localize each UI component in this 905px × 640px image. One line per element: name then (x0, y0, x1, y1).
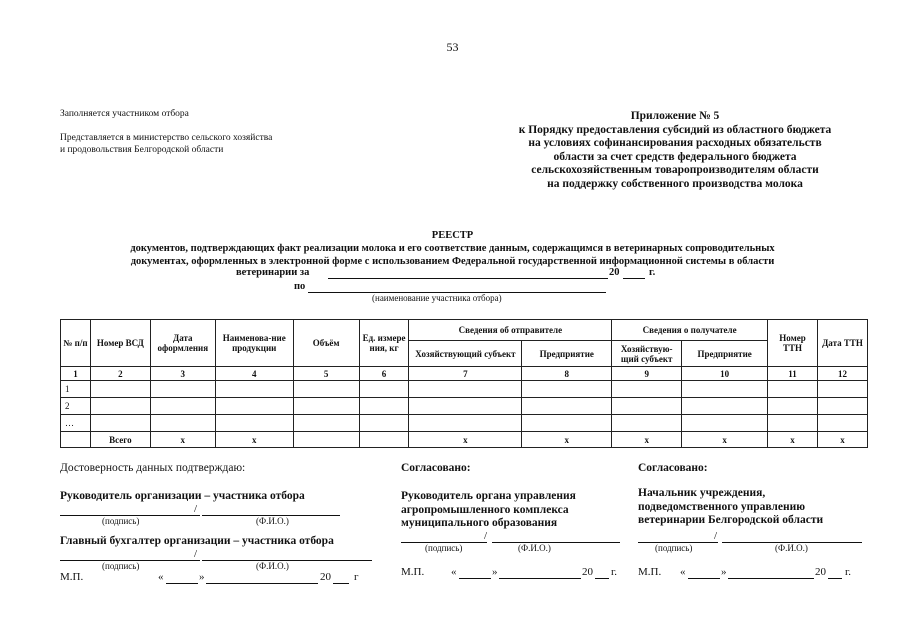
filled-by-note: Заполняется участником отбора (60, 109, 189, 119)
column-number: 8 (522, 367, 612, 381)
table-row (61, 381, 868, 398)
appendix-line-2: к Порядку предоставления субсидий из областного бюджета (518, 123, 832, 136)
appendix-line-4: области за счет средств федерального бюджета (553, 150, 797, 163)
registry-line-1: документов, подтверждающих факт реализации молока и его соответствие данным, содержащимся в ветеринарных сопроводительных (130, 243, 775, 254)
column-number: 9 (612, 367, 682, 381)
stamp-label: М.П. (60, 571, 84, 583)
vet-signature-field[interactable] (638, 530, 718, 543)
agreed-title-agro: Согласовано: (401, 462, 471, 474)
confirm-title: Достоверность данных подтверждаю: (60, 462, 246, 474)
registry-year-prefix: 20 (609, 267, 620, 278)
table-cell[interactable] (817, 398, 867, 415)
total-cell: х (768, 432, 818, 448)
agro-position-line-2: агропромышленного комплекса (401, 503, 569, 516)
col-header-sender: Сведения об отправителе (409, 320, 612, 341)
month-field[interactable] (206, 571, 318, 584)
agro-signature-field[interactable] (401, 530, 487, 543)
table-cell[interactable] (359, 415, 409, 432)
table-cell[interactable] (215, 415, 293, 432)
table-cell[interactable] (768, 415, 818, 432)
agro-position (401, 490, 576, 531)
row-label: … (61, 415, 91, 432)
table-cell[interactable] (150, 398, 215, 415)
table-cell[interactable] (293, 415, 359, 432)
total-cell (61, 432, 91, 448)
participant-name-caption: (наименование участника отбора) (372, 293, 502, 303)
column-number: 2 (90, 367, 150, 381)
column-number: 5 (293, 367, 359, 381)
signature-caption: (подпись) (425, 543, 463, 553)
row-label: 2 (61, 398, 91, 415)
date-close-quote: » (492, 566, 498, 578)
table-cell[interactable] (409, 381, 522, 398)
month-field[interactable] (499, 566, 581, 579)
total-cell: х (215, 432, 293, 448)
col-header-sender-entity: Хозяйствующий субъект (409, 341, 522, 367)
col-header-volume: Объём (293, 320, 359, 367)
registry-by-label: по (294, 281, 306, 292)
column-number: 7 (409, 367, 522, 381)
participant-name-field[interactable] (308, 280, 606, 293)
agreed-title-vet: Согласовано: (638, 462, 708, 474)
table-cell[interactable] (522, 398, 612, 415)
table-cell[interactable] (522, 381, 612, 398)
row-label: 1 (61, 381, 91, 398)
vet-fio-field[interactable] (722, 530, 862, 543)
registry-period-label: ветеринарии за (236, 267, 310, 278)
signature-caption: (подпись) (102, 561, 140, 571)
signature-caption: (подпись) (655, 543, 693, 553)
col-header-unit: Ед. измере ния, кг (359, 320, 409, 367)
submitted-to-line-2: и продовольствия Белгородской области (60, 145, 224, 155)
year-prefix: 20 (320, 571, 331, 583)
stamp-label: М.П. (401, 566, 425, 578)
table-cell[interactable] (682, 415, 768, 432)
col-header-product: Наименова-ние продукции (215, 320, 293, 367)
table-cell[interactable] (293, 398, 359, 415)
table-cell[interactable] (612, 398, 682, 415)
table-cell[interactable] (150, 415, 215, 432)
table-cell[interactable] (612, 415, 682, 432)
column-number: 12 (817, 367, 867, 381)
registry-table (60, 319, 868, 448)
date-open-quote: « (451, 566, 457, 578)
date-close-quote: » (721, 566, 727, 578)
day-field[interactable] (166, 571, 198, 584)
table-cell[interactable] (682, 381, 768, 398)
table-cell[interactable] (90, 398, 150, 415)
table-cell[interactable] (90, 415, 150, 432)
table-row (61, 415, 868, 432)
accountant-fio-field[interactable] (202, 548, 372, 561)
total-cell (293, 432, 359, 448)
table-cell[interactable] (90, 381, 150, 398)
table-cell[interactable] (359, 381, 409, 398)
table-cell[interactable] (409, 398, 522, 415)
total-row (61, 432, 868, 448)
year-suffix: г. (845, 566, 852, 578)
head-signature-field[interactable] (60, 503, 200, 516)
year-field[interactable] (828, 566, 842, 579)
appendix-line-6: на поддержку собственного производства молока (547, 177, 803, 190)
accountant-signature-field[interactable] (60, 548, 200, 561)
date-close-quote: » (199, 571, 205, 583)
year-field[interactable] (595, 566, 609, 579)
total-cell: х (150, 432, 215, 448)
table-cell[interactable] (293, 381, 359, 398)
table-cell[interactable] (215, 398, 293, 415)
agro-position-line-1: Руководитель органа управления (401, 490, 576, 502)
total-cell: х (522, 432, 612, 448)
total-cell (359, 432, 409, 448)
slash: / (714, 530, 718, 542)
appendix-block (470, 110, 880, 191)
stamp-label: М.П. (638, 566, 662, 578)
table-cell[interactable] (150, 381, 215, 398)
col-header-ttn-number: Номер ТТН (768, 320, 818, 367)
column-number: 6 (359, 367, 409, 381)
slash: / (194, 548, 198, 560)
table-cell[interactable] (522, 415, 612, 432)
registry-year-suffix: г. (649, 267, 656, 278)
agro-fio-field[interactable] (492, 530, 620, 543)
col-header-receiver-entity: Хозяйствую-щий субъект (612, 341, 682, 367)
col-header-receiver: Сведения о получателе (612, 320, 768, 341)
total-cell: х (409, 432, 522, 448)
column-number-row (61, 367, 868, 381)
registry-period-field[interactable] (328, 266, 608, 279)
year-suffix: г. (611, 566, 618, 578)
vet-position (638, 487, 823, 528)
vet-position-line-2: подведомственного управлению (638, 500, 806, 513)
day-field[interactable] (459, 566, 491, 579)
table-cell[interactable] (768, 398, 818, 415)
table-cell[interactable] (682, 398, 768, 415)
registry-year-field[interactable] (623, 266, 645, 279)
col-header-receiver-enterprise: Предприятие (682, 341, 768, 367)
total-cell: х (682, 432, 768, 448)
total-cell: х (612, 432, 682, 448)
table-header-row-1 (61, 320, 868, 341)
page-number: 53 (446, 40, 459, 54)
total-label: Всего (90, 432, 150, 448)
accountant-title: Главный бухгалтер организации – участника отбора (60, 535, 334, 547)
year-field[interactable] (333, 571, 349, 584)
column-number: 1 (61, 367, 91, 381)
year-prefix: 20 (582, 566, 593, 578)
table-row (61, 398, 868, 415)
column-number: 4 (215, 367, 293, 381)
registry-heading: РЕЕСТР (431, 230, 474, 241)
signature-caption: (подпись) (102, 516, 140, 526)
registry-line-2: документах, оформленных в электронной форме с использованием Федеральной государственной информационной системы в области (130, 256, 775, 267)
slash: / (484, 530, 488, 542)
column-number: 3 (150, 367, 215, 381)
table-cell[interactable] (409, 415, 522, 432)
total-cell: х (817, 432, 867, 448)
appendix-line-5: сельскохозяйственным товаропроизводителям области (531, 164, 819, 176)
fio-caption: (Ф.И.О.) (518, 543, 551, 553)
column-number: 10 (682, 367, 768, 381)
appendix-title: Приложение № 5 (630, 110, 720, 122)
table-cell[interactable] (768, 381, 818, 398)
fio-caption: (Ф.И.О.) (775, 543, 808, 553)
table-cell[interactable] (359, 398, 409, 415)
submitted-to-line-1: Представляется в министерство сельского хозяйства (60, 133, 273, 143)
vet-position-line-1: Начальник учреждения, (638, 487, 766, 499)
year-suffix: г (354, 571, 359, 583)
date-open-quote: « (680, 566, 686, 578)
agro-position-line-3: муниципального образования (401, 517, 558, 529)
column-number: 11 (768, 367, 818, 381)
table-cell[interactable] (215, 381, 293, 398)
table-cell[interactable] (817, 415, 867, 432)
head-title: Руководитель организации – участника отбора (60, 490, 305, 502)
year-prefix: 20 (815, 566, 826, 578)
col-header-sender-enterprise: Предприятие (522, 341, 612, 367)
month-field[interactable] (728, 566, 814, 579)
fio-caption: (Ф.И.О.) (256, 516, 289, 526)
day-field[interactable] (688, 566, 720, 579)
col-header-date: Дата оформления (150, 320, 215, 367)
vet-position-line-3: ветеринарии Белгородской области (638, 514, 824, 526)
col-header-num: № п/п (61, 320, 91, 367)
fio-caption: (Ф.И.О.) (256, 561, 289, 571)
slash: / (194, 503, 198, 515)
col-header-vsd: Номер ВСД (90, 320, 150, 367)
head-fio-field[interactable] (202, 503, 340, 516)
date-open-quote: « (158, 571, 164, 583)
table-cell[interactable] (612, 381, 682, 398)
col-header-ttn-date: Дата ТТН (817, 320, 867, 367)
table-cell[interactable] (817, 381, 867, 398)
appendix-line-3: на условиях софинансирования расходных обязательств (528, 137, 822, 149)
